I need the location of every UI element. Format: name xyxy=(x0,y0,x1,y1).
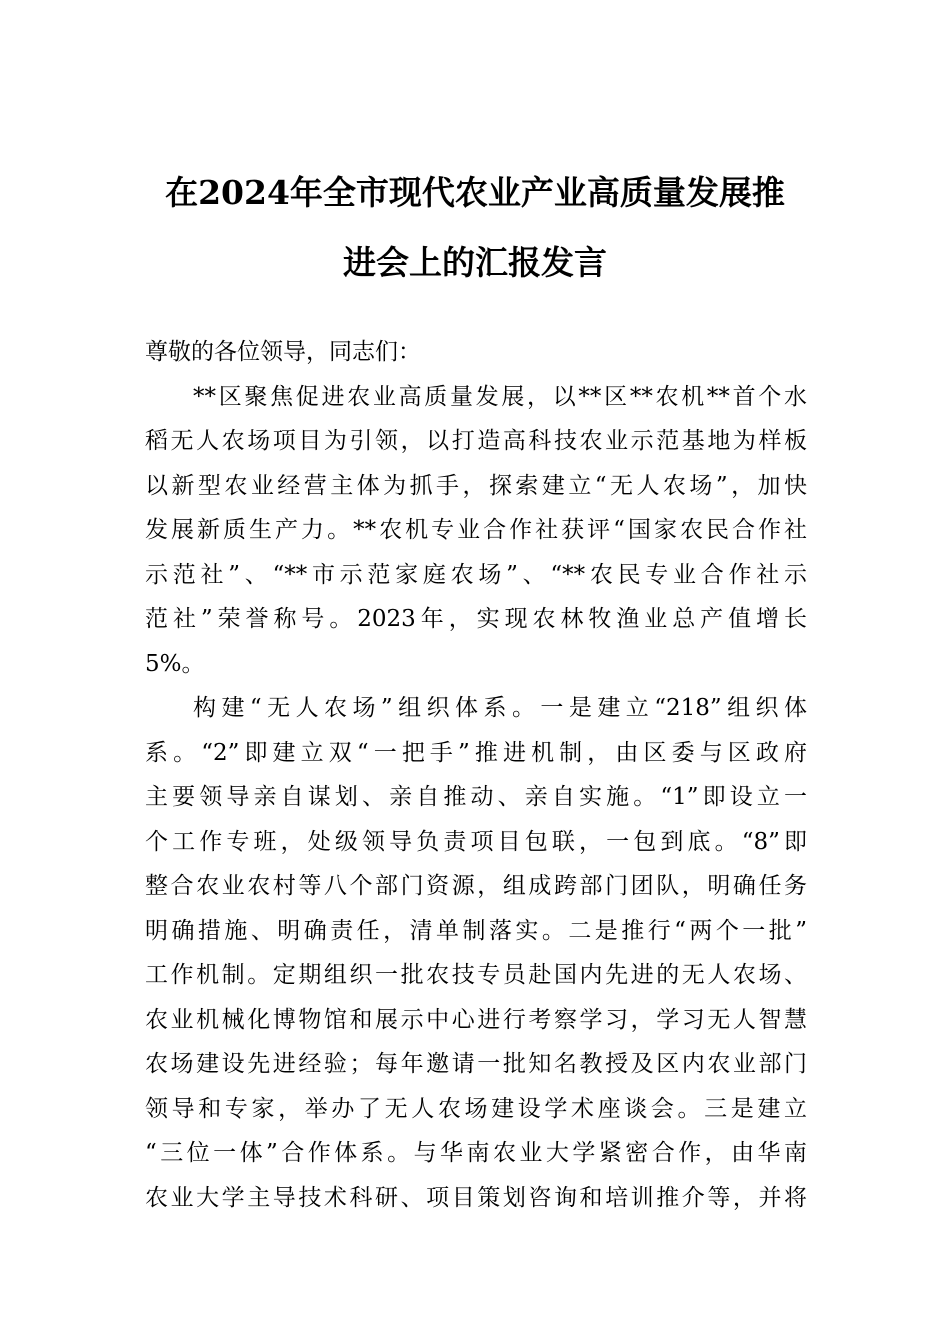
paragraph-organization xyxy=(145,686,807,1220)
paragraph-line: 5%。 xyxy=(145,650,205,677)
paragraph-line: **区聚焦促进农业高质量发展，以**区**农机**首个水 xyxy=(193,383,807,410)
paragraph-line: 以新型农业经营主体为抓手，探索建立“无人农场”，加快 xyxy=(145,472,807,499)
paragraph-line: 主要领导亲自谋划、亲自推动、亲自实施。“1”即设立一 xyxy=(145,784,807,810)
paragraph-line: “三位一体”合作体系。与华南农业大学紧密合作，由华南 xyxy=(145,1140,807,1166)
title-line-2: 进会上的汇报发言 xyxy=(343,243,607,282)
paragraph-line: 农场建设先进经验；每年邀请一批知名教授及区内农业部门 xyxy=(145,1051,807,1077)
paragraph-line: 稻无人农场项目为引领，以打造高科技农业示范基地为样板 xyxy=(145,428,807,454)
paragraph-line: 农业大学主导技术科研、项目策划咨询和培训推介等，并将 xyxy=(145,1184,807,1211)
paragraph-line: 明确措施、明确责任，清单制落实。二是推行“两个一批” xyxy=(145,917,807,944)
paragraph-line: 范社”荣誉称号。2023年，实现农林牧渔业总产值增长 xyxy=(145,606,807,632)
paragraph-line: 个工作专班，处级领导负责项目包联，一包到底。“8”即 xyxy=(145,828,807,855)
document-body xyxy=(145,330,807,1220)
paragraph-line: 发展新质生产力。**农机专业合作社获评“国家农民合作社 xyxy=(145,517,807,543)
paragraph-line: 整合农业农村等八个部门资源，组成跨部门团队，明确任务 xyxy=(145,873,807,899)
paragraph-line: 示范社”、“**市示范家庭农场”、“**农民专业合作社示 xyxy=(145,561,807,588)
paragraph-line: 构建“无人农场”组织体系。一是建立“218”组织体 xyxy=(193,695,807,721)
paragraph-intro xyxy=(145,375,807,687)
paragraph-line: 工作机制。定期组织一批农技专员赴国内先进的无人农场、 xyxy=(145,962,807,988)
document-title xyxy=(145,158,805,298)
paragraph-line: 农业机械化博物馆和展示中心进行考察学习，学习无人智慧 xyxy=(145,1006,807,1033)
title-line-1: 在2024年全市现代农业产业高质量发展推 xyxy=(165,173,785,212)
paragraph-line: 系。“2”即建立双“一把手”推进机制，由区委与区政府 xyxy=(145,739,807,766)
paragraph-line: 领导和专家，举办了无人农场建设学术座谈会。三是建立 xyxy=(145,1095,807,1122)
salutation: 尊敬的各位领导，同志们： xyxy=(145,339,421,365)
